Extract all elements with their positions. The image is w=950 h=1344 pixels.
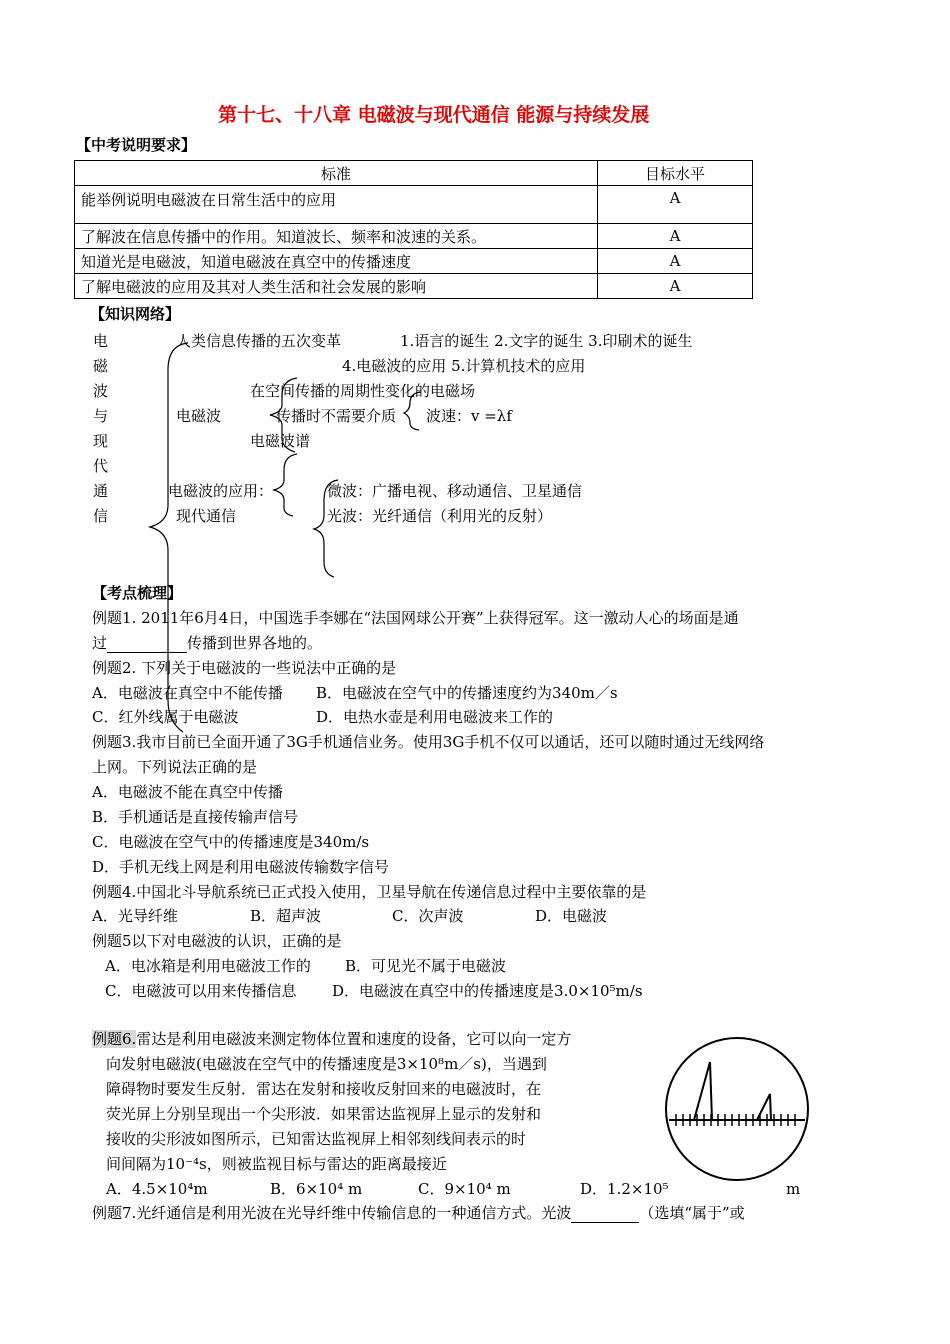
row-level: A: [598, 274, 753, 299]
q1-blank[interactable]: [107, 634, 187, 653]
q6-option-d: D．1.2×10⁵: [580, 1180, 669, 1198]
q7-line1: [92, 1202, 745, 1223]
q5-option-c: C．电磁波可以用来传播信息: [105, 982, 297, 1000]
q3-option-d: D．手机无线上网是利用电磁波传输数字信号: [92, 858, 390, 876]
wave-brace: [314, 480, 338, 577]
network-vchar: 信: [93, 507, 109, 525]
q4-option-a: A．光导纤维: [92, 907, 178, 925]
q6-line4: 荧光屏上分别呈现出一个尖形波．如果雷达监视屏上显示的发射和: [106, 1105, 542, 1123]
network-microwave: 微波：广播电视、移动通信、卫星通信: [327, 482, 583, 500]
q1-line2: [92, 632, 322, 653]
network-em-medium: 传播时不需要介质: [276, 407, 397, 425]
network-vchar: 电: [93, 332, 109, 350]
network-em-def: 在空间传播的周期性变化的电磁场: [250, 382, 476, 400]
q6-line1-text: 雷达是利用电磁波来测定物体位置和速度的设备，它可以向一定方: [136, 1030, 572, 1048]
q6-line2: 向发射电磁波(电磁波在空气中的传播速度是3×10⁸m／s)，当遇到: [106, 1055, 547, 1073]
q6-line3: 障碍物时要发生反射．雷达在发射和接收反射回来的电磁波时，在: [106, 1080, 542, 1098]
radar-screen-figure: [664, 1036, 814, 1186]
network-rev-line2: 4.电磁波的应用 5.计算机技术的应用: [342, 357, 586, 375]
q4-option-b: B．超声波: [250, 907, 322, 925]
q2-option-a: A．电磁波在真空中不能传播: [92, 684, 283, 702]
row-standard: 知道光是电磁波，知道电磁波在真空中的传播速度: [75, 249, 598, 274]
q3-option-b: B．手机通话是直接传输声信号: [92, 808, 299, 826]
section-points: 【考点梳理】: [92, 584, 183, 602]
section-requirements: 【中考说明要求】: [76, 136, 197, 154]
network-vchar: 通: [93, 482, 109, 500]
network-application: 电磁波的应用：: [168, 482, 274, 500]
q5-stem: 例题5以下对电磁波的认识，正确的是: [92, 932, 342, 950]
speed-brace: [404, 392, 421, 430]
q6-line1: [92, 1028, 571, 1049]
q5-option-b: B．可见光不属于电磁波: [345, 957, 507, 975]
q5-option-a: A．电冰箱是利用电磁波工作的: [105, 957, 311, 975]
q2-option-c: C．红外线属于电磁波: [92, 708, 239, 726]
network-vchar: 代: [93, 457, 109, 475]
radar-screen-circle: [666, 1038, 808, 1180]
header-standard: 标准: [75, 161, 598, 186]
page-title: 第十七、十八章 电磁波与现代通信 能源与持续发展: [218, 104, 650, 126]
network-vchar: 与: [93, 407, 109, 425]
row-level: A: [598, 224, 753, 249]
radar-echo-pulse: [757, 1094, 771, 1120]
q1-line2b: 传播到世界各地的。: [187, 634, 323, 652]
network-vchar: 波: [93, 382, 109, 400]
network-vchar: 磁: [93, 357, 109, 375]
q3-line1: 例题3.我市目前已全面开通了3G手机通信业务。使用3G手机不仅可以通话，还可以随时通过无线网络: [92, 733, 765, 751]
q6-line5: 接收的尖形波如图所示，已知雷达监视屏上相邻刻线间表示的时: [106, 1130, 527, 1148]
network-lightwave: 光波：光纤通信（利用光的反射）: [327, 507, 553, 525]
section-network: 【知识网络】: [90, 305, 181, 323]
q7-line1b: （选填“属于”或: [639, 1204, 745, 1222]
header-level: 目标水平: [598, 161, 753, 186]
q2-stem: 例题2. 下列关于电磁波的一些说法中正确的是: [92, 659, 397, 677]
q6-option-c: C．9×10⁴ m: [418, 1180, 511, 1198]
q2-option-d: D．电热水壶是利用电磁波来工作的: [316, 708, 554, 726]
q3-option-c: C．电磁波在空气中的传播速度是340m/s: [92, 833, 370, 851]
q5-option-d: D．电磁波在真空中的传播速度是3.0×10⁵m/s: [332, 982, 643, 1000]
row-standard: 了解电磁波的应用及其对人类生活和社会发展的影响: [75, 274, 598, 299]
radar-emit-pulse: [694, 1062, 712, 1120]
q1-line1: 例题1. 2011年6月4日，中国选手李娜在“法国网球公开赛”上获得冠军。这一激动人心的场面是通: [92, 609, 739, 627]
q6-label: 例题6.: [92, 1030, 137, 1048]
q3-line2: 上网。下列说法正确的是: [92, 758, 258, 776]
q2-option-b: B．电磁波在空气中的传播速度约为340m／s: [316, 684, 618, 702]
network-em-speed: 波速：v =λf: [426, 407, 512, 425]
q6-option-a: A．4.5×10⁴m: [106, 1180, 208, 1198]
q7-blank[interactable]: [571, 1204, 639, 1223]
q4-stem: 例题4.中国北斗导航系统已正式投入使用，卫星导航在传递信息过程中主要依靠的是: [92, 883, 647, 901]
row-standard: 能举例说明电磁波在日常生活中的应用: [75, 186, 598, 224]
network-rev-line1: 1.语言的诞生 2.文字的诞生 3.印刷术的诞生: [400, 332, 693, 350]
row-standard: 了解波在信息传播中的作用。知道波长、频率和波速的关系。: [75, 224, 598, 249]
network-vchar: 现: [93, 432, 109, 450]
network-modern: 现代通信: [176, 507, 237, 525]
network-em-spectrum: 电磁波谱: [250, 432, 311, 450]
q6-option-d-unit: m: [786, 1180, 801, 1198]
q7-line1a: 例题7.光纤通信是利用光波在光导纤维中传输信息的一种通信方式。光波: [92, 1204, 572, 1222]
q3-option-a: A．电磁波不能在真空中传播: [92, 783, 283, 801]
q6-line6: 间间隔为10⁻⁴s，则被监视目标与雷达的距离最接近: [106, 1155, 447, 1173]
q4-option-d: D．电磁波: [535, 907, 608, 925]
app-brace: [274, 454, 297, 516]
q4-option-c: C．次声波: [392, 907, 464, 925]
network-revolutions: 人类信息传播的五次变革: [176, 332, 342, 350]
q1-line2a: 过: [92, 634, 108, 652]
row-level: A: [598, 186, 753, 224]
em-brace: [270, 378, 297, 452]
q6-option-b: B．6×10⁴ m: [270, 1180, 363, 1198]
row-level: A: [598, 249, 753, 274]
network-em-wave: 电磁波: [176, 407, 222, 425]
